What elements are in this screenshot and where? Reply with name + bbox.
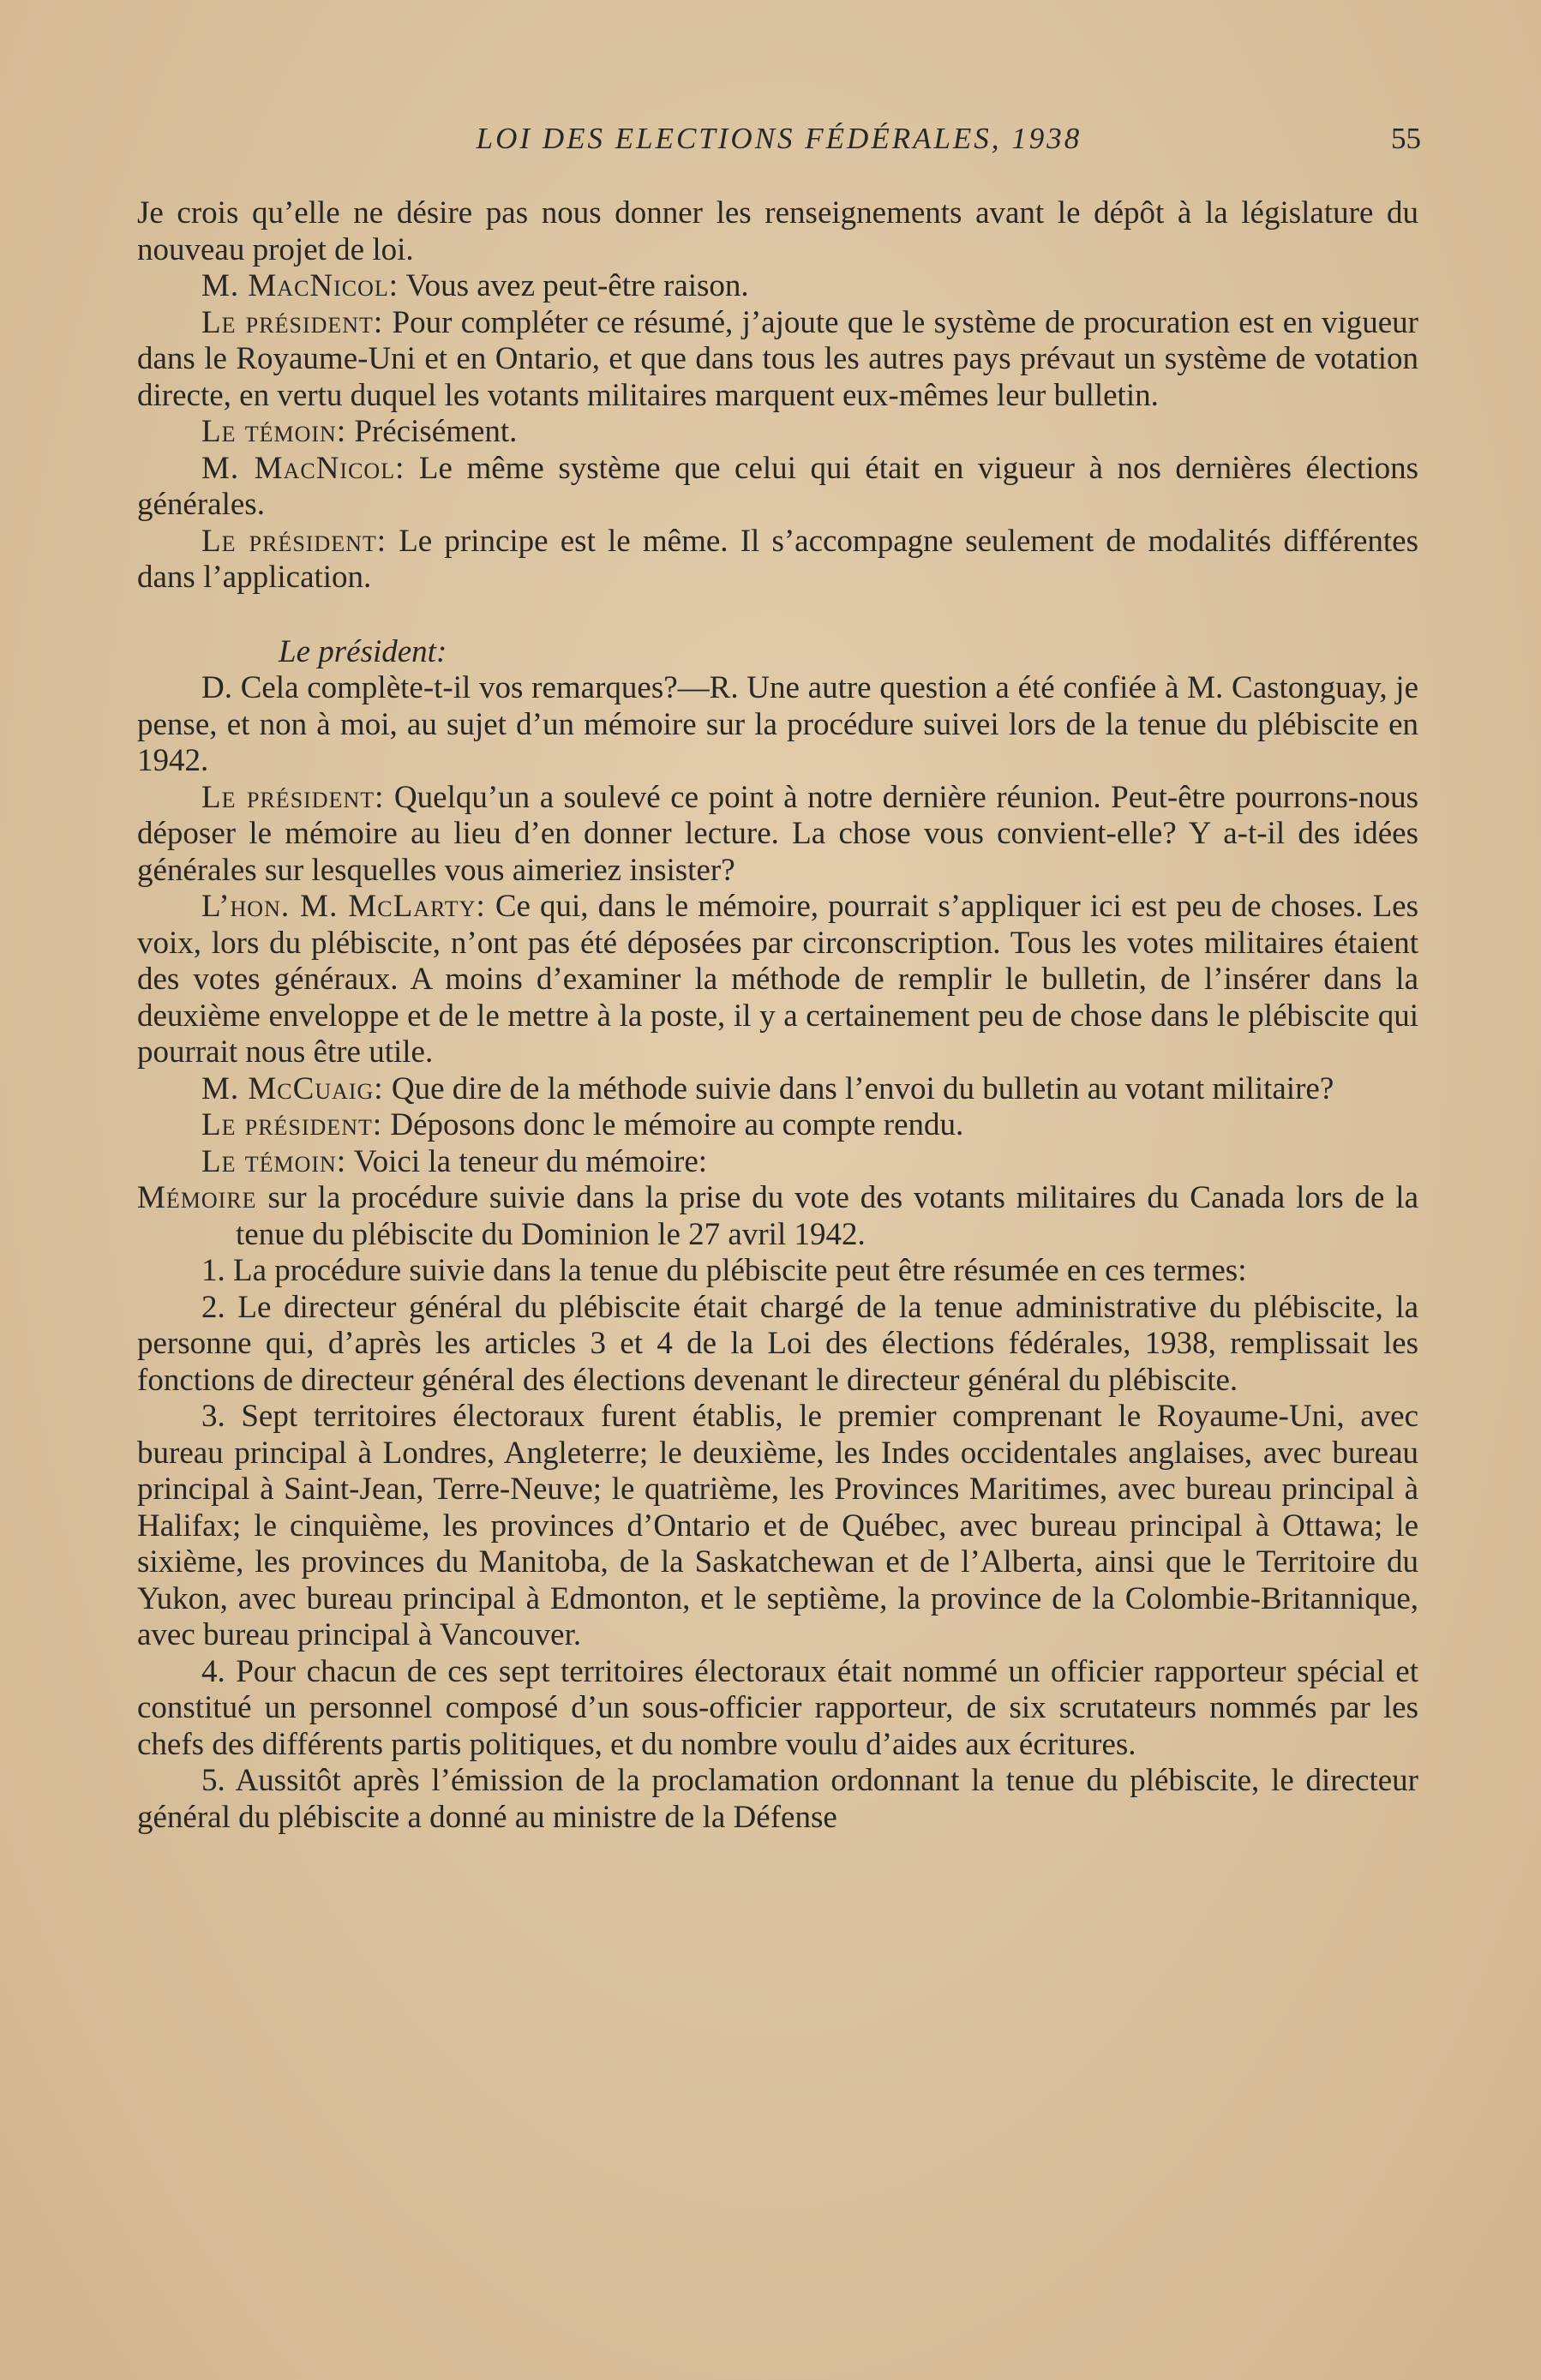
paragraph: D. Cela complète-t-il vos remarques?—R. Une autre question a été confiée à M. Castonguay, je pense, et non à moi, au sujet d’un mémoire sur la procédure suivei lors de la tenue du plébiscite en 1942.: [137, 670, 1418, 778]
paragraph: Le président: Déposons donc le mémoire au compte rendu.: [201, 1107, 964, 1142]
page-header: [137, 122, 1421, 173]
speaker: Le président:: [201, 1107, 383, 1142]
paragraph: Le président: Quelqu’un a soulevé ce point à notre dernière réunion. Peut-être pourrons-nous déposer le mémoire au lieu d’en donner lecture. La chose vous convient-elle? Y a-t-il des idées générales sur lesquelles vous aimeriez insister?: [137, 779, 1418, 888]
speaker: Le témoin:: [201, 414, 347, 449]
paragraph: Le président: Le principe est le même. Il s’accompagne seulement de modalités différentes dans l’application.: [137, 523, 1418, 595]
paragraph: M. MacNicol: Vous avez peut-être raison.: [201, 268, 749, 303]
paragraph: M. MacNicol: Le même système que celui qui était en vigueur à nos dernières élections générales.: [137, 450, 1419, 522]
paragraph: Le témoin: Voici la teneur du mémoire:: [201, 1143, 708, 1179]
paragraph: 2. Le directeur général du plébiscite était chargé de la tenue administrative du plébiscite, la personne qui, d’après les articles 3 et 4 de la Loi des élections fédérales, 1938, remplissait les fonctions de directeur général des élections devenant le directeur général du plébiscite.: [137, 1289, 1418, 1398]
speaker: L’hon. M. McLarty:: [201, 889, 486, 924]
speaker: Le président:: [201, 779, 385, 815]
paragraph: 4. Pour chacun de ces sept territoires électoraux était nommé un officier rapporteur spécial et constitué un personnel composé d’un sous-officier rapporteur, de six scrutateurs nommés par les chefs des différents partis politiques, et du nombre voulu d’aides aux écritures.: [137, 1653, 1418, 1762]
speaker: Le président:: [201, 304, 384, 340]
paragraph: 1. La procédure suivie dans la tenue du plébiscite peut être résumée en ces termes:: [201, 1253, 1247, 1288]
speaker: Le président:: [201, 523, 387, 559]
running-title: LOI DES ELECTIONS FÉDÉRALES, 1938: [476, 122, 1082, 155]
speaker: M. MacNicol:: [201, 268, 399, 303]
paragraph: Le témoin: Précisément.: [201, 414, 518, 449]
paragraph: M. McCuaig: Que dire de la méthode suivie dans l’envoi du bulletin au votant militaire?: [201, 1070, 1334, 1106]
page-body: [137, 195, 1418, 1836]
page-number: 55: [1391, 122, 1421, 155]
memoire-heading: Mémoire sur la procédure suivie dans la prise du vote des votants militaires du Canada lors de la tenue du plébiscite du Dominion le 27 avril 1942.: [137, 1180, 1418, 1252]
paragraph: 3. Sept territoires électoraux furent établis, le premier comprenant le Royaume-Uni, avec bureau principal à Londres, Angleterre; le deuxième, les Indes occidentales anglaises, avec bureau principal à Saint-Jean, Terre-Neuve; le quatrième, les Provinces Maritimes, avec bureau principal à Halifax; le cinquième, les provinces d’Ontario et de Québec, avec bureau principal à Ottawa; le sixième, les provinces du Manitoba, de la Saskatchewan et de l’Alberta, ainsi que le Territoire du Yukon, avec bureau principal à Edmonton, et le septième, la province de la Colombie-Britannique, avec bureau principal à Vancouver.: [137, 1399, 1418, 1652]
section-subhead: Le président:: [279, 633, 447, 669]
memoire-lead: Mémoire: [137, 1180, 257, 1215]
speaker: M. MacNicol:: [201, 450, 405, 486]
paragraph: L’hon. M. McLarty: Ce qui, dans le mémoire, pourrait s’appliquer ici est peu de choses. Les voix, lors du plébiscite, n’ont pas été déposées par circonscription. Tous les votes militaires étaient des votes généraux. A moins d’examiner la méthode de remplir le bulletin, de l’insérer dans la deuxième enveloppe et de le mettre à la poste, il y a certainement peu de chose dans le plébiscite qui pourrait nous être utile.: [137, 889, 1418, 1070]
paragraph: Le président: Pour compléter ce résumé, j’ajoute que le système de procuration est en vigueur dans le Royaume-Uni et en Ontario, et que dans tous les autres pays prévaut un système de votation directe, en vertu duquel les votants militaires marquent eux-mêmes leur bulletin.: [137, 304, 1418, 413]
paragraph: Je crois qu’elle ne désire pas nous donner les renseignements avant le dépôt à la législature du nouveau projet de loi.: [137, 195, 1418, 267]
paragraph: 5. Aussitôt après l’émission de la proclamation ordonnant la tenue du plébiscite, le directeur général du plébiscite a donné au ministre de la Défense: [137, 1763, 1418, 1835]
speaker: M. McCuaig:: [201, 1070, 384, 1106]
speaker: Le témoin:: [201, 1143, 347, 1179]
